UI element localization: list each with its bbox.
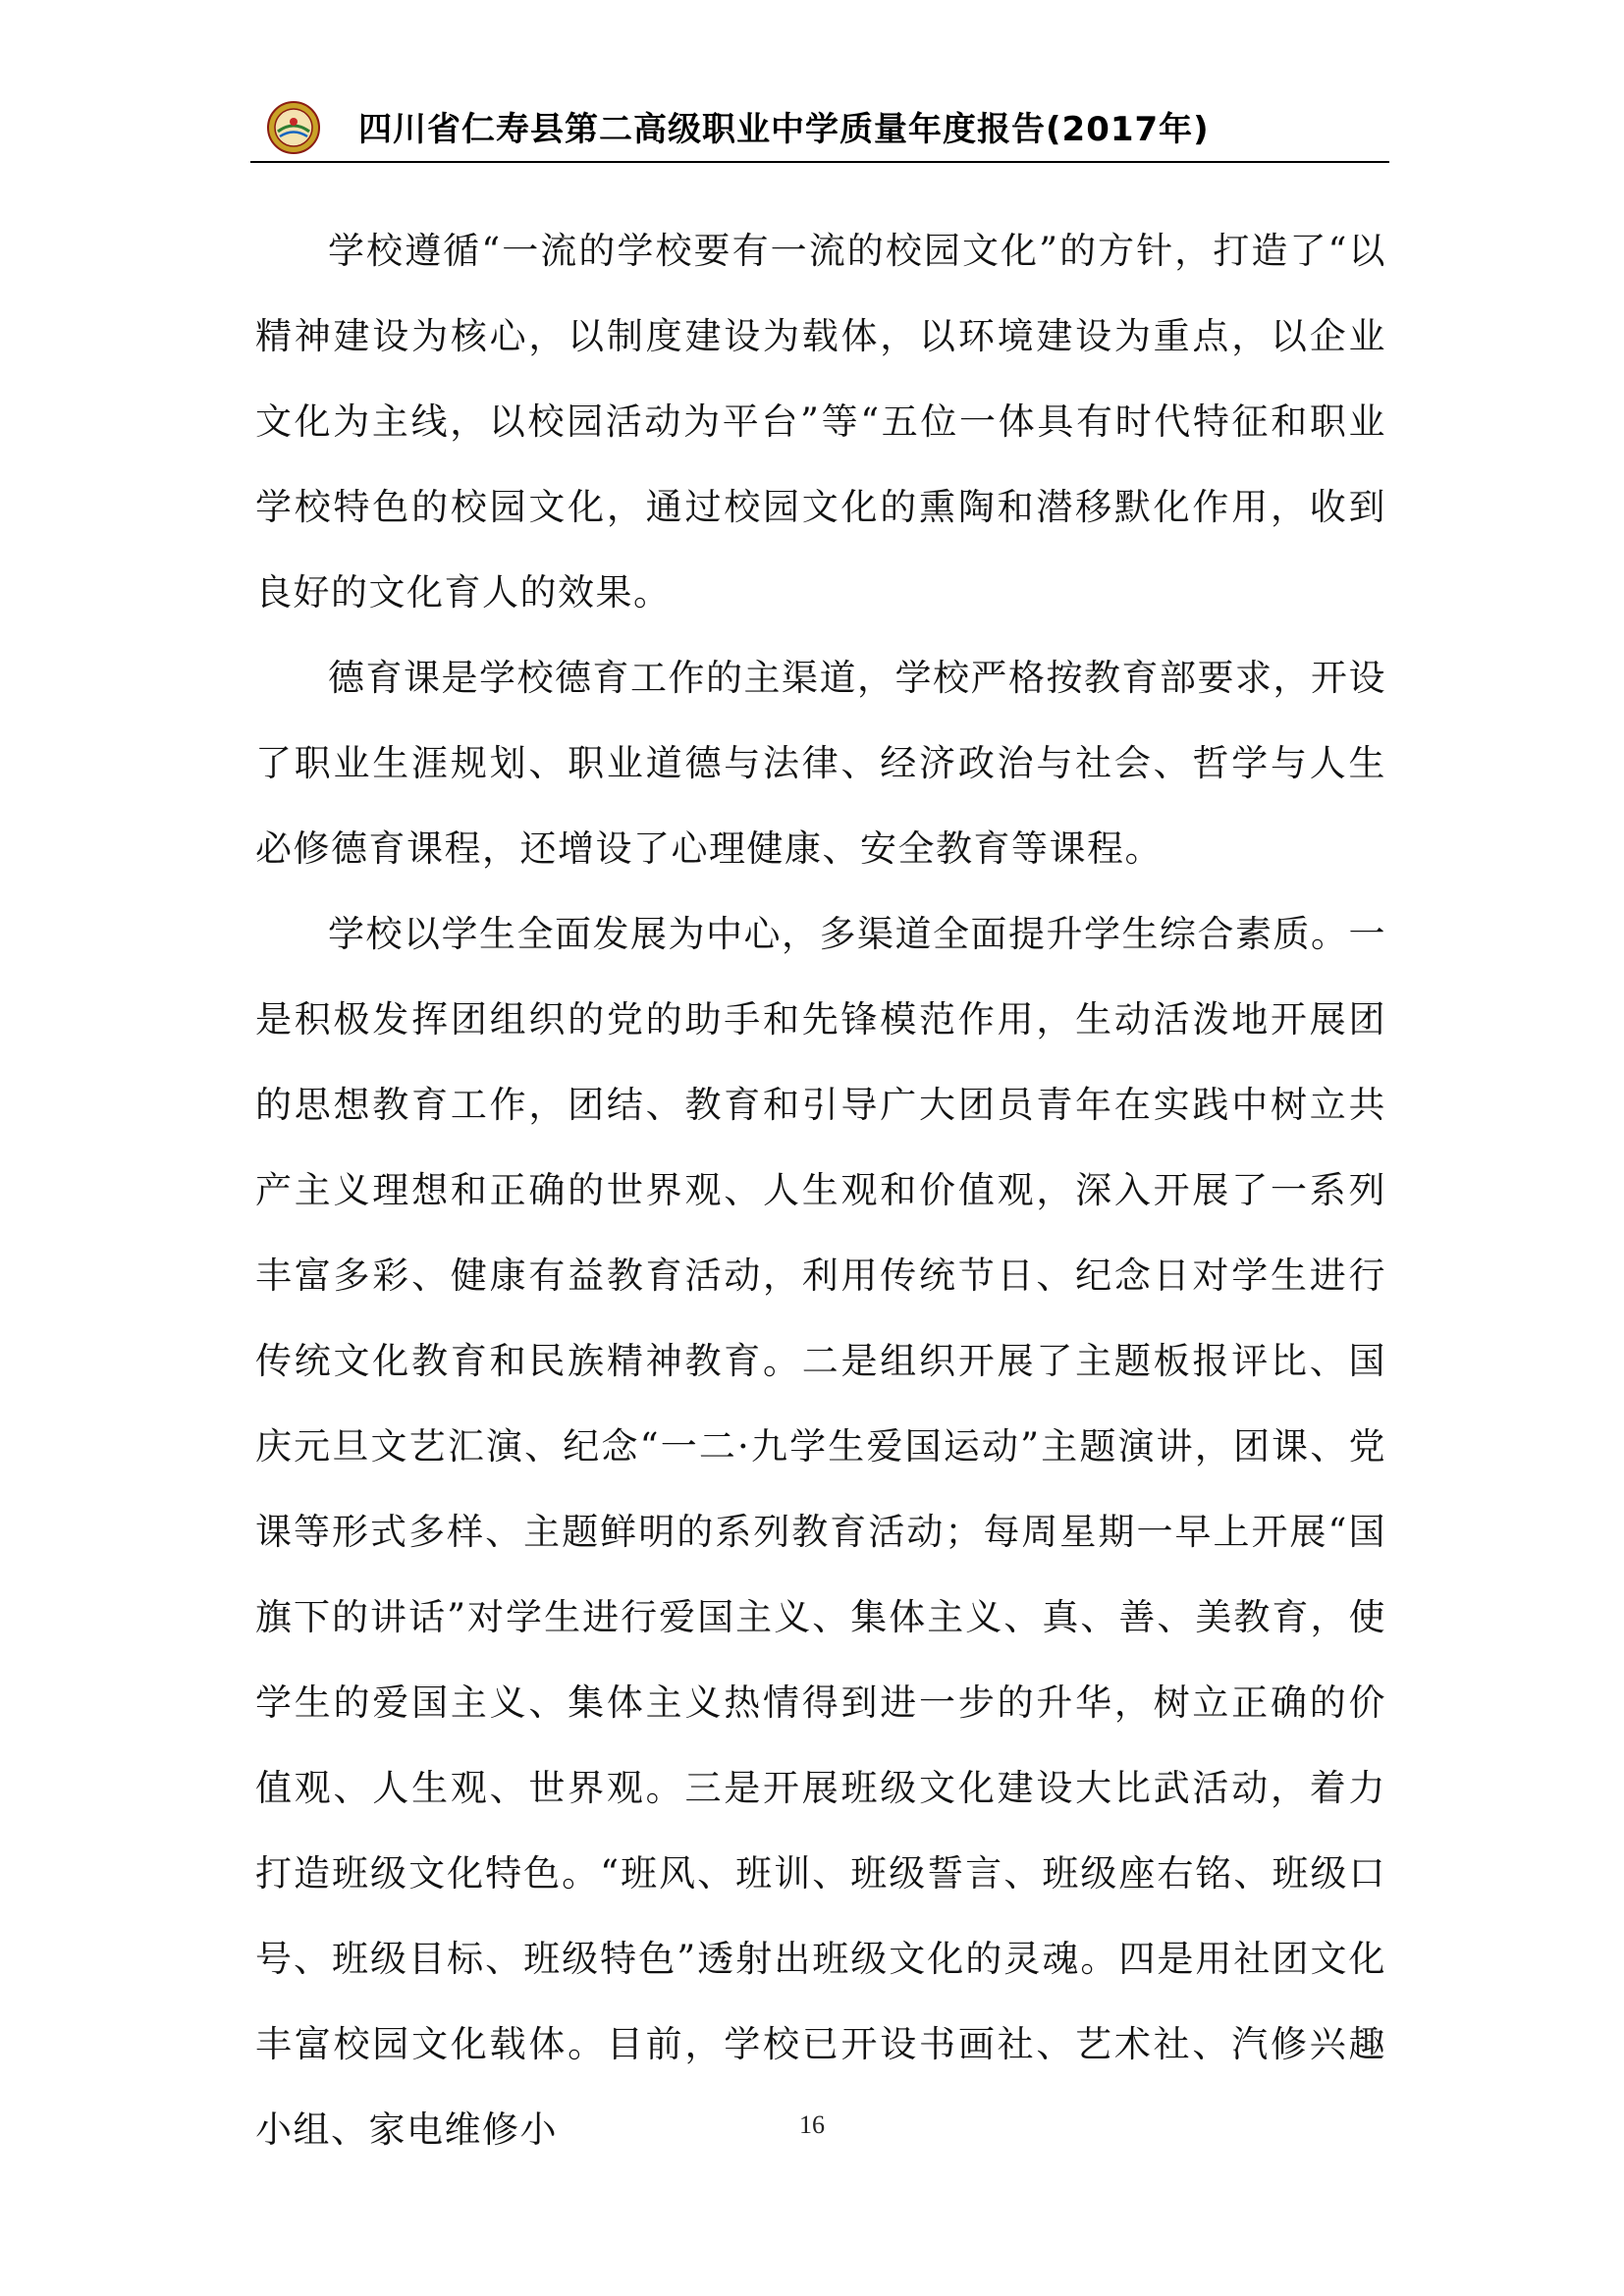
page-number: 16 [799,2110,825,2139]
header-rule [250,161,1389,163]
paragraph: 学校遵循“一流的学校要有一流的校园文化”的方针，打造了“以精神建设为核心，以制度建设为载体，以环境建设为重点，以企业文化为主线，以校园活动为平台”等“五位一体具有时代特征和职业学校特色的校园文化，通过校园文化的熏陶和潜移默化作用，收到良好的文化育人的效果。 [255,230,1386,614]
school-emblem-icon [266,100,321,155]
paragraph: 学校以学生全面发展为中心，多渠道全面提升学生综合素质。一是积极发挥团组织的党的助手和先锋模范作用，生动活泼地开展团的思想教育工作，团结、教育和引导广大团员青年在实践中树立共产主义理想和正确的世界观、人生观和价值观，深入开展了一系列丰富多彩、健康有益教育活动，利用传统节日、纪念日对学生进行传统文化教育和民族精神教育。二是组织开展了主题板报评比、国庆元旦文艺汇演、纪念“一二·九学生爱国运动”主题演讲，团课、党课等形式多样、主题鲜明的系列教育活动；每周星期一早上开展“国旗下的讲话”对学生进行爱国主义、集体主义、真、善、美教育，使学生的爱国主义、集体主义热情得到进一步的升华，树立正确的价值观、人生观、世界观。三是开展班级文化建设大比武活动，着力打造班级文化特色。“班风、班训、班级誓言、班级座右铭、班级口号、班级目标、班级特色”透射出班级文化的灵魂。四是用社团文化丰富校园文化载体。目前，学校已开设书画社、艺术社、汽修兴趣小组、家电维修小 [255,913,1386,2151]
header-title: 四川省仁寿县第二高级职业中学质量年度报告(2017年) [358,110,1210,149]
body-text [255,208,1386,2172]
page-header [250,98,1389,169]
paragraph: 德育课是学校德育工作的主渠道，学校严格按教育部要求，开设了职业生涯规划、职业道德与法律、经济政治与社会、哲学与人生必修德育课程，还增设了心理健康、安全教育等课程。 [255,657,1386,870]
